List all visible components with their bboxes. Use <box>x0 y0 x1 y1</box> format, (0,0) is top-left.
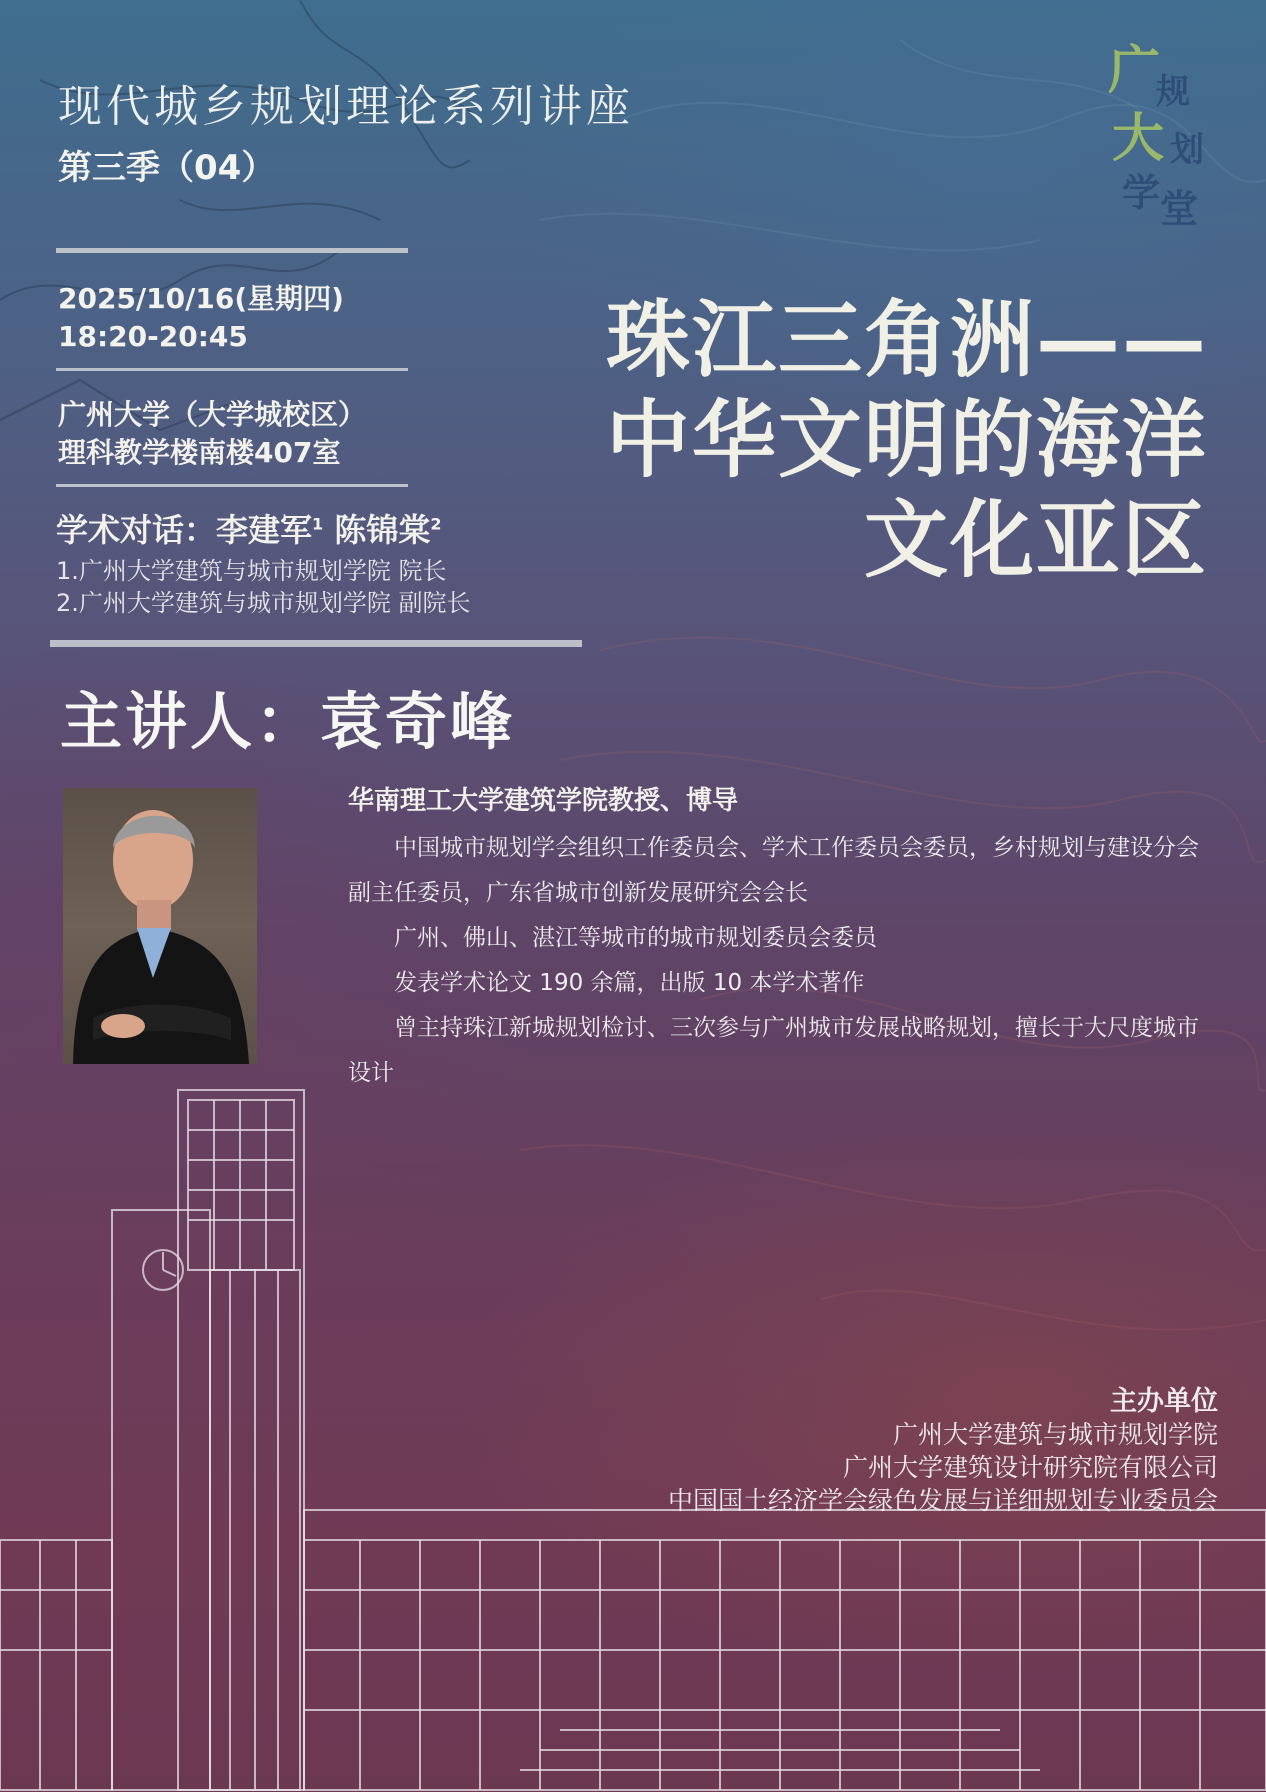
venue-line: 理科教学楼南楼407室 <box>58 436 341 469</box>
title-line: 珠江三角洲—— <box>605 291 1208 389</box>
logo-char: 规 <box>1156 72 1190 112</box>
dialog-affiliations <box>56 555 471 619</box>
divider <box>56 484 408 487</box>
academic-dialog <box>56 505 441 551</box>
title-line: 中华文明的海洋 <box>605 391 1208 489</box>
divider <box>56 248 408 253</box>
bio-paragraph: 发表学术论文 190 余篇，出版 10 本学术著作 <box>394 970 865 996</box>
event-date: 2025/10/16(星期四) <box>58 282 344 315</box>
dialog-name: 陈锦棠 <box>334 511 431 549</box>
logo-char: 学 <box>1122 170 1161 215</box>
divider <box>56 368 408 371</box>
speaker-bio <box>348 826 1216 1096</box>
logo-char: 堂 <box>1160 186 1199 231</box>
dialog-footnote: 1 <box>312 514 324 534</box>
dialog-label: 学术对话： <box>56 511 217 549</box>
season-label: 第三季（04） <box>58 148 276 188</box>
divider <box>50 640 582 647</box>
event-time: 18:20-20:45 <box>58 320 248 353</box>
portrait-illustration <box>63 788 257 1064</box>
organizers <box>668 1385 1218 1517</box>
dialog-name: 李建军 <box>216 511 313 549</box>
logo-char: 广 <box>1108 40 1161 101</box>
bio-paragraph: 广州、佛山、湛江等城市的城市规划委员会委员 <box>394 925 877 951</box>
speaker-position: 华南理工大学建筑学院教授、博导 <box>348 786 739 816</box>
speaker-name: 主讲人：袁奇峰 <box>60 685 516 758</box>
logo-char: 大 <box>1112 108 1165 169</box>
venue-line: 广州大学（大学城校区） <box>58 398 367 431</box>
event-datetime <box>58 280 344 356</box>
bio-paragraph: 中国城市规划学会组织工作委员会、学术工作委员会委员，乡村规划与建设分会副主任委员，广东省城市创新发展研究会会长 <box>348 835 1199 906</box>
logo-char: 划 <box>1170 130 1204 170</box>
affiliation-line: 2.广州大学建筑与城市规划学院 副院长 <box>56 589 471 617</box>
brand-logo <box>1108 28 1218 231</box>
organizer-name: 中国国土经济学会绿色发展与详细规划专业委员会 <box>667 1486 1218 1515</box>
title-line: 文化亚区 <box>863 491 1208 589</box>
dialog-footnote: 2 <box>430 514 442 534</box>
organizer-name: 广州大学建筑设计研究院有限公司 <box>842 1453 1218 1482</box>
affiliation-line: 1.广州大学建筑与城市规划学院 院长 <box>56 557 447 585</box>
organizers-heading: 主办单位 <box>1110 1386 1218 1417</box>
lecture-title <box>508 290 1208 590</box>
event-venue <box>58 396 366 472</box>
organizer-name: 广州大学建筑与城市规划学院 <box>892 1420 1218 1449</box>
series-title: 现代城乡规划理论系列讲座 <box>58 81 634 132</box>
bio-paragraph: 曾主持珠江新城规划检讨、三次参与广州城市发展战略规划，擅长于大尺度城市设计 <box>348 1015 1199 1086</box>
speaker-photo <box>63 788 257 1064</box>
